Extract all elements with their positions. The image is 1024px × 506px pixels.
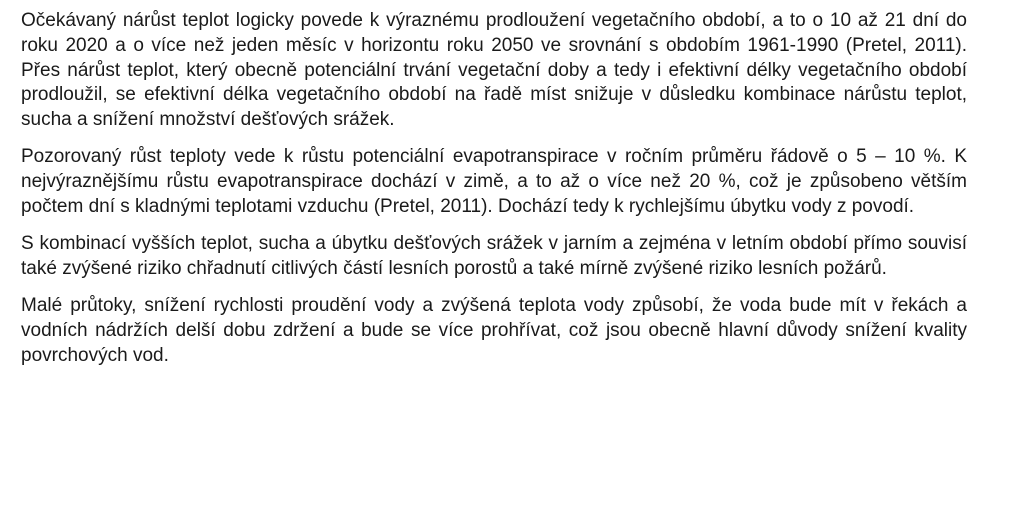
paragraph-vegetation-period: Očekávaný nárůst teplot logicky povede k výraznému prodloužení vegetačního období, a to o 10 až 21 dní do roku 2020 a o více než jeden měsíc v horizontu roku 2050 ve srovnání s obdobím 1961-1990 (Pretel, 2011). Přes nárůst teplot, který obecně potenciální trvání vegetační doby a tedy i efektivní délky vegetačního období prodloužil, se efektivní délka vegetačního období na řadě míst snižuje v důsledku kombinace nárůstu teplot, sucha a snížení množství dešťových srážek. — [21, 10, 967, 131]
paragraph-water-quality: Malé průtoky, snížení rychlosti proudění vody a zvýšená teplota vody způsobí, že voda bude mít v řekách a vodních nádržích delší dobu zdržení a bude se více prohřívat, což jsou obecně hlavní důvody snížení kvality povrchových vod. — [21, 295, 967, 367]
paragraph-forest-risk: S kombinací vyšších teplot, sucha a úbytku dešťových srážek v jarním a zejména v letním období přímo souvisí také zvýšené riziko chřadnutí citlivých částí lesních porostů a také mírně zvýšené riziko lesních požárů. — [21, 233, 967, 280]
paragraph-evapotranspiration: Pozorovaný růst teploty vede k růstu potenciální evapotranspirace v ročním průměru řádově o 5 – 10 %. K nejvýraznějšímu růstu evapotranspirace dochází v zimě, a to až o více než 20 %, což je způsobeno větším počtem dní s kladnými teplotami vzduchu (Pretel, 2011). Dochází tedy k rychlejšímu úbytku vody z povodí. — [21, 146, 967, 218]
document-body — [21, 9, 967, 381]
